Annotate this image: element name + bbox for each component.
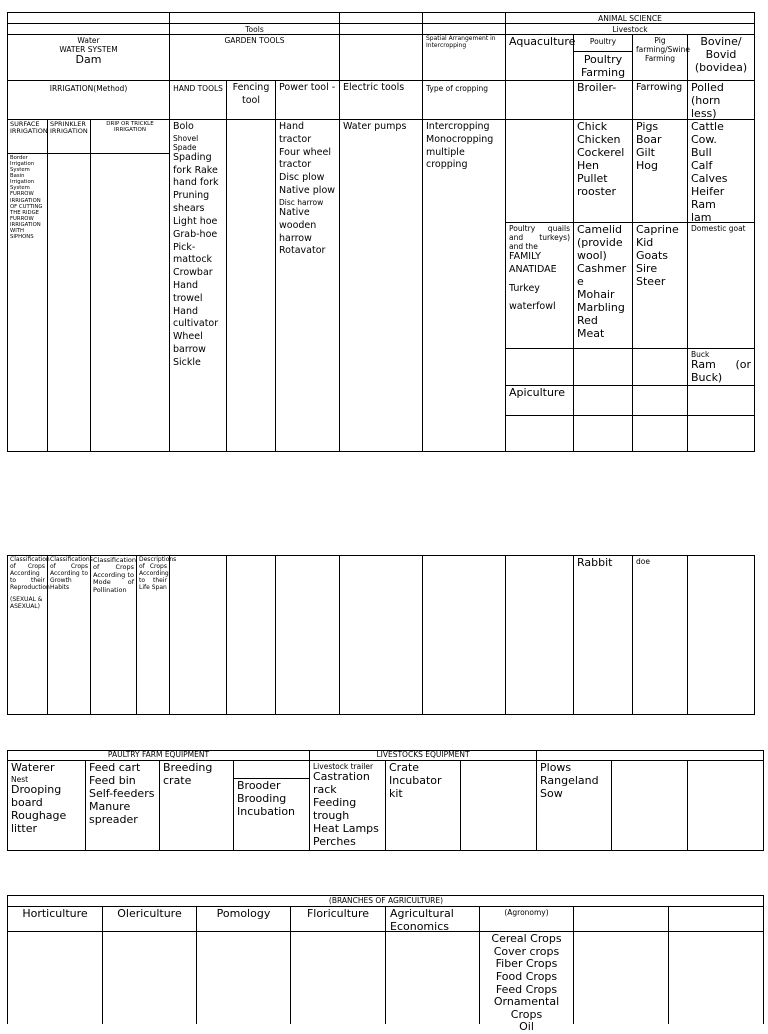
reproduction-label: Classification of Crops According to their Reproduction	[10, 556, 50, 591]
table-border	[7, 850, 764, 851]
hand-tools-list	[173, 121, 223, 370]
drip-irrigation-cell	[90, 119, 169, 452]
cell	[687, 760, 764, 851]
growth-habits-label: Classifications of Crops According to Growth Habits	[47, 555, 90, 715]
cell	[687, 555, 754, 715]
sprinkler-irrigation-cell	[47, 119, 90, 452]
buck-cell	[687, 348, 754, 385]
hand-tool-item: Sickle	[173, 356, 201, 368]
power-tool-item: Native wooden harrow	[279, 206, 317, 244]
waterer-cell	[7, 760, 85, 851]
hand-tool-item: Spade	[173, 142, 197, 152]
doe-label: doe	[632, 555, 687, 715]
table-border	[7, 451, 755, 452]
poultry-quails-cell	[505, 222, 573, 348]
power-tools-list	[279, 121, 336, 258]
garden-tools-header: GARDEN TOOLS	[169, 34, 339, 80]
tools-header: Tools	[169, 23, 339, 34]
horticulture-header: Horticulture	[7, 906, 102, 931]
cell	[687, 415, 754, 452]
hand-tools-header: HAND TOOLS	[169, 80, 226, 119]
table-border	[754, 555, 755, 715]
buck-label: Buck	[691, 350, 710, 359]
agronomy-crops-list: Cereal Crops Cover crops Fiber Crops Food Crops Feed Crops Ornamental Crops Oil	[479, 931, 573, 1024]
cell	[7, 12, 169, 23]
power-tool-item: Rotavator	[279, 245, 326, 257]
divider	[48, 153, 90, 154]
cell	[339, 555, 422, 715]
water-system-label: Water WATER SYSTEM	[59, 36, 118, 54]
cell	[687, 385, 754, 415]
hand-tool-item: Shovel	[173, 133, 199, 143]
drooping-board-list: Drooping board Roughage litter	[11, 782, 67, 835]
power-tool-item: Disc plow	[279, 172, 325, 184]
power-tool-header: Power tool -	[275, 80, 339, 119]
poultry-header-cell	[573, 34, 632, 80]
cell	[226, 555, 275, 715]
hand-tool-item: Pick-mattock	[173, 241, 213, 266]
broiler-label: Broiler-	[573, 80, 632, 119]
surface-irrigation-list: Border Irrigation System Basin Irrigation System FURROW IRRIGATION OF CUTTING THE RIDGE FURROW IRRIGATION WITH SIPHONS	[8, 153, 47, 241]
cell	[7, 931, 102, 1024]
cell	[573, 385, 632, 415]
power-tool-item: Disc harrow	[279, 197, 324, 207]
drip-irrigation-header: DRIP OR TRICKLE IRRIGATION	[106, 121, 154, 134]
cell	[196, 931, 290, 1024]
water-pumps-label: Water pumps	[339, 119, 422, 452]
table-border	[754, 12, 755, 452]
life-span-label: Descriptions of Crops According to their Life Span	[136, 555, 169, 715]
cell	[632, 415, 687, 452]
cell	[632, 385, 687, 415]
animal-science-header: ANIMAL SCIENCE	[505, 12, 754, 23]
cell	[505, 119, 573, 222]
hand-tool-item: Bolo	[173, 121, 194, 132]
crate-incubator-list: Crate Incubator kit	[385, 760, 460, 851]
cell	[169, 12, 339, 23]
plows-list: Plows Rangeland Sow	[536, 760, 611, 851]
surface-irrigation-header: SURFACE IRRIGATION	[10, 120, 48, 136]
aquaculture-header: Aquaculture	[505, 34, 573, 80]
reproduction-cell	[7, 555, 50, 715]
cattle-list: Cattle Cow. Bull Calf Calves Heifer Ram lam	[687, 119, 754, 222]
hand-tool-item: hand fork	[173, 177, 219, 189]
power-tool-item: Four wheel tractor	[279, 146, 332, 171]
feed-cart-list: Feed cart Feed bin Self-feeders Manure spreader	[85, 760, 159, 851]
apiculture-label: Apiculture	[505, 385, 573, 415]
table-border	[7, 714, 755, 715]
power-tool-item: Hand tractor	[279, 121, 312, 145]
cell	[290, 931, 385, 1024]
family-anatidae-label: FAMILY ANATIDAE	[509, 251, 557, 275]
cell	[668, 931, 764, 1024]
cell	[460, 760, 536, 851]
pollination-label: Classification of Crops According to Mode of Pollination	[90, 555, 136, 715]
pig-farming-header: Pig farming/Swine Farming	[632, 34, 687, 80]
cell	[339, 34, 422, 80]
brooder-top	[234, 761, 309, 779]
sprinkler-irrigation-header: SPRINKLER IRRIGATION	[50, 120, 88, 136]
hand-tool-item: Grab-hoe	[173, 228, 218, 240]
cell	[169, 555, 226, 715]
cell	[505, 555, 573, 715]
poultry-quails-text: Poultry quails and turkeys) and the	[509, 224, 570, 251]
cell	[632, 348, 687, 385]
waterfowl-label: waterfowl	[509, 301, 556, 313]
cell	[505, 348, 573, 385]
cell	[536, 750, 764, 760]
hand-tool-item: Crowbar	[173, 267, 213, 279]
domestic-goat-label: Domestic goat	[687, 222, 754, 348]
poultry-farming-header: Poultry Farming	[580, 53, 626, 79]
cell	[573, 415, 632, 452]
cell	[339, 23, 422, 34]
agronomy-header: (Agronomy)	[479, 906, 573, 931]
power-tool-item: Native plow	[279, 185, 336, 197]
cell	[7, 23, 169, 34]
cell	[275, 555, 339, 715]
camelid-list: Camelid (provide wool) Cashmer e Mohair Marbling Red Meat	[573, 222, 632, 348]
cell	[422, 23, 505, 34]
paultry-equipment-header: PAULTRY FARM EQUIPMENT	[7, 750, 309, 760]
waterer-label: Waterer	[11, 761, 55, 774]
spatial-arrangement-header: Spatial Arrangement in Intercropping	[422, 34, 505, 80]
poultry-list: Chick Chicken Cockerel Hen Pullet rooster	[573, 119, 632, 222]
agricultural-economics-header: Agricultural Economics	[385, 906, 479, 931]
cell	[505, 80, 573, 119]
type-of-cropping-header: Type of cropping	[422, 80, 505, 119]
hand-tool-item: Light hoe	[173, 215, 218, 227]
livestock-trailer-cell	[309, 760, 385, 851]
cell	[573, 931, 668, 1024]
cell	[573, 348, 632, 385]
livestock-trailer-label: Livestock trailer	[313, 762, 374, 771]
hand-tool-item: Hand trowel	[173, 279, 203, 304]
water-system-cell	[7, 34, 169, 80]
brooder-list: Brooder Brooding Incubation	[237, 779, 296, 818]
turkey-label: Turkey	[509, 282, 540, 294]
hand-tools-cell	[169, 119, 226, 452]
table-border	[763, 750, 764, 851]
branches-header: (BRANCHES OF AGRICULTURE)	[7, 895, 764, 906]
cell	[668, 906, 764, 931]
ram-buck-label: Ram (or Buck)	[691, 358, 751, 384]
hand-tool-item: Wheel barrow	[173, 331, 206, 355]
livestock-header: Livestock	[505, 23, 754, 34]
surface-irrigation-cell	[7, 119, 47, 452]
pig-list: Pigs Boar Gilt Hog	[632, 119, 687, 222]
power-tools-cell	[275, 119, 339, 452]
divider	[91, 153, 169, 154]
hand-tool-item: Pruning shears	[173, 190, 210, 215]
sexual-asexual-label: (SEXUAL & ASEXUAL)	[10, 596, 43, 611]
cell	[422, 12, 505, 23]
electric-tools-header: Electric tools	[339, 80, 422, 119]
poultry-header: Poultry	[574, 35, 632, 52]
rabbit-label: Rabbit	[573, 555, 632, 715]
livestocks-equipment-header: LIVESTOCKS EQUIPMENT	[309, 750, 536, 760]
cell	[385, 931, 479, 1024]
olericulture-header: Olericulture	[102, 906, 196, 931]
breeding-crate-label: Breeding crate	[159, 760, 233, 851]
irrigation-header: IRRIGATION(Method)	[7, 80, 169, 119]
hand-tool-item: Spading fork Rake	[173, 151, 218, 176]
cell	[422, 555, 505, 715]
fencing-tool-header: Fencing tool	[226, 80, 275, 119]
polled-label: Polled (horn less)	[687, 80, 754, 119]
floriculture-header: Floriculture	[290, 906, 385, 931]
brooder-cell	[233, 760, 309, 851]
cell	[339, 12, 422, 23]
dam-label: Dam	[75, 53, 102, 66]
pomology-header: Pomology	[196, 906, 290, 931]
cell	[102, 931, 196, 1024]
nest-label: Nest	[11, 774, 29, 784]
farrowing-label: Farrowing	[632, 80, 687, 119]
castration-rack-list: Castration rack Feeding trough Heat Lamps Perches	[313, 770, 379, 848]
fencing-tool-cell	[226, 119, 275, 452]
table-border	[763, 895, 764, 1024]
cropping-types-list: Intercropping Monocropping multiple cropping	[422, 119, 505, 452]
cell	[611, 760, 687, 851]
caprine-list: Caprine Kid Goats Sire Steer	[632, 222, 687, 348]
hand-tool-item: Hand cultivator	[173, 305, 219, 330]
cell	[573, 906, 668, 931]
bovine-header: Bovine/ Bovid (bovidea)	[687, 34, 754, 80]
cell	[505, 415, 573, 452]
